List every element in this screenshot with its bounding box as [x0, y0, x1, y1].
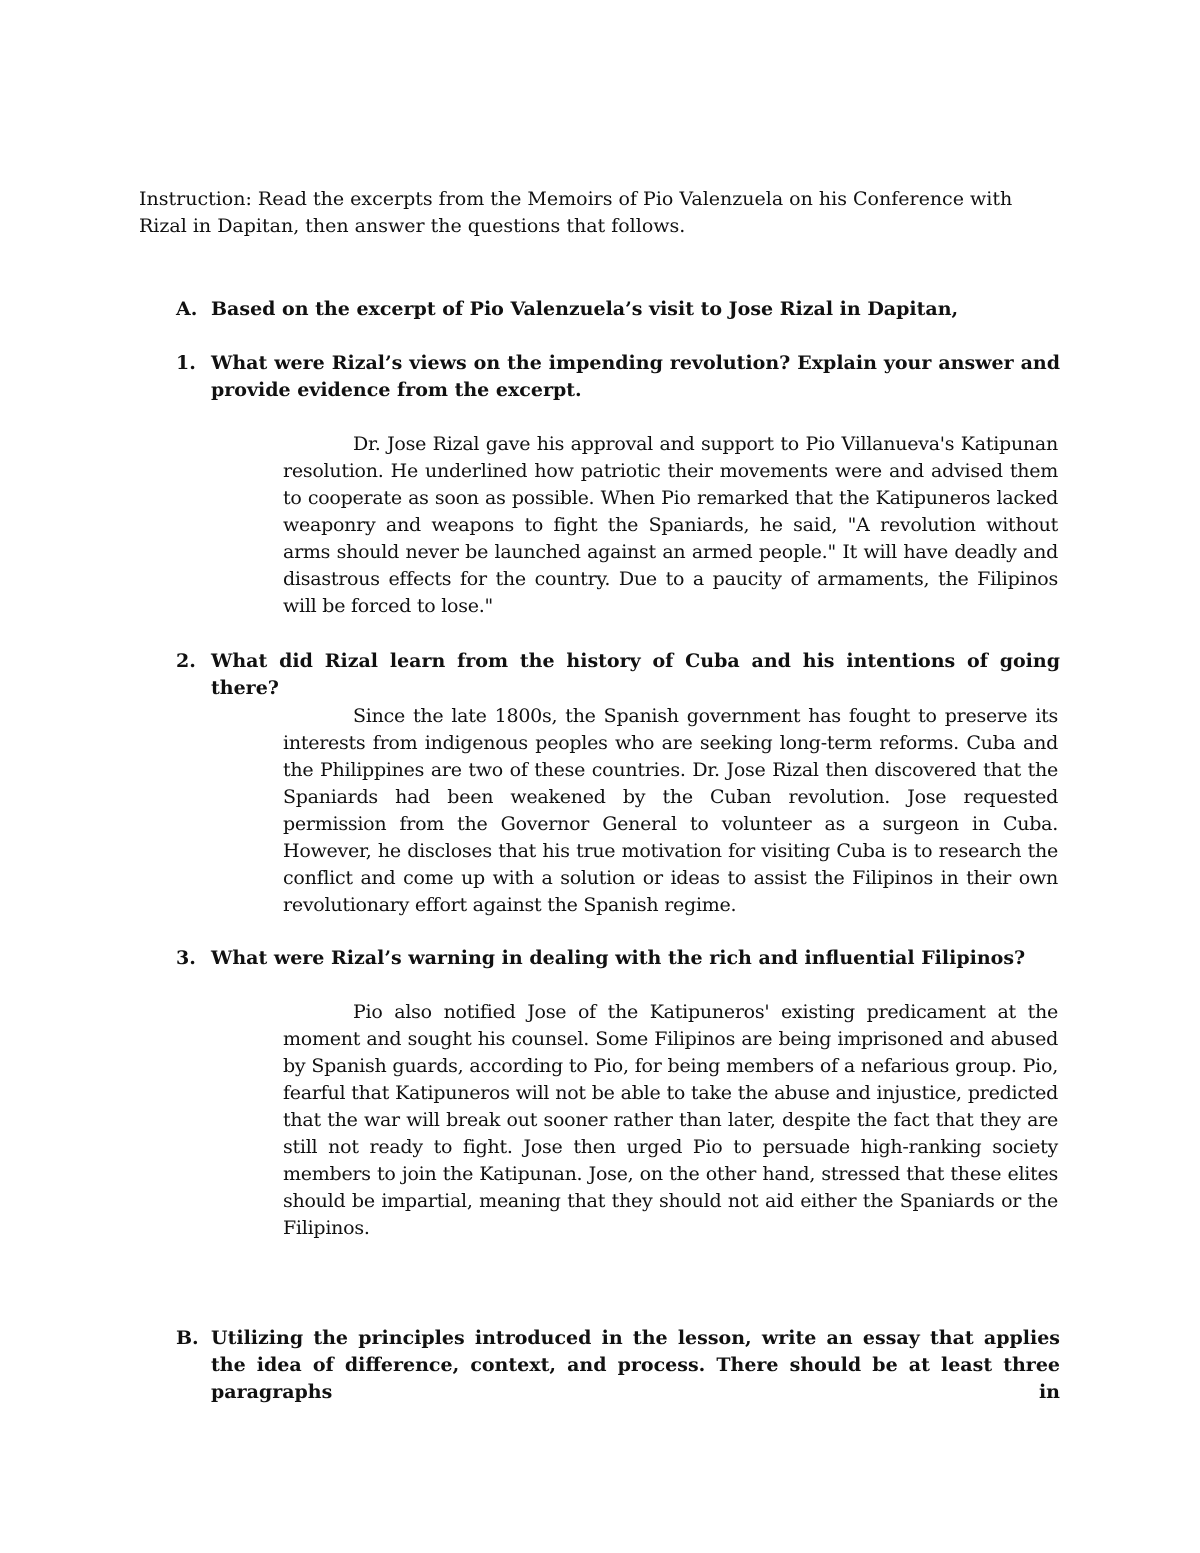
answer-3-paragraph: Pio also notified Jose of the Katipuneros' existing predicament at the moment and sought his counsel. Some Filipinos are being imprisoned and abused by Spanish guards, according to Pio, for being members of a nefarious group. Pio, fearful that Katipuneros will not be able to take the abuse and injustice, predicted that the war will break out sooner rather than later, despite the fact that they are still not ready to fight. Jose then urged Pio to persuade high-ranking society members to join the Katipunan. Jose, on the other hand, stressed that these elites should be impartial, meaning that they should not aid either the Spaniards or the Filipinos. — [283, 1001, 1058, 1239]
question-1-heading — [176, 350, 1060, 404]
section-a-marker: A. — [176, 298, 198, 320]
question-2-text: What did Rizal learn from the history of Cuba and his intentions of going there? — [211, 650, 1060, 699]
section-b-heading — [176, 1325, 1060, 1406]
question-1-marker: 1. — [176, 352, 196, 374]
question-3-heading — [176, 945, 1060, 972]
section-a-text: Based on the excerpt of Pio Valenzuela’s visit to Jose Rizal in Dapitan, — [211, 298, 959, 320]
answer-2-paragraph: Since the late 1800s, the Spanish government has fought to preserve its interests from indigenous peoples who are seeking long-term reforms. Cuba and the Philippines are two of these countries. Dr. Jose Rizal then discovered that the Spaniards had been weakened by the Cuban revolution. Jose requested permission from the Governor General to volunteer as a surgeon in Cuba. However, he discloses that his true motivation for visiting Cuba is to research the conflict and come up with a solution or ideas to assist the Filipinos in their own revolutionary effort against the Spanish regime. — [283, 705, 1058, 916]
question-1-text: What were Rizal’s views on the impending revolution? Explain your answer and provide evidence from the excerpt. — [211, 352, 1060, 401]
section-a-heading — [176, 296, 1060, 323]
answer-1-paragraph: Dr. Jose Rizal gave his approval and support to Pio Villanueva's Katipunan resolution. He underlined how patriotic their movements were and advised them to cooperate as soon as possible. When Pio remarked that the Katipuneros lacked weaponry and weapons to fight the Spaniards, he said, "A revolution without arms should never be launched against an armed people." It will have deadly and disastrous effects for the country. Due to a paucity of armaments, the Filipinos will be forced to lose." — [283, 433, 1058, 617]
instruction-text: Instruction: Read the excerpts from the Memoirs of Pio Valenzuela on his Conference with Rizal in Dapitan, then answer the questions that follows. — [139, 188, 1013, 237]
question-3-text: What were Rizal’s warning in dealing with the rich and influential Filipinos? — [211, 947, 1026, 969]
section-b-text: Utilizing the principles introduced in the lesson, write an essay that applies the idea of difference, context, and process. There should be at least three paragraphs in — [211, 1327, 1060, 1403]
question-3-marker: 3. — [176, 947, 196, 969]
section-b-marker: B. — [176, 1327, 199, 1349]
question-2-heading — [176, 648, 1060, 702]
question-2-marker: 2. — [176, 650, 196, 672]
